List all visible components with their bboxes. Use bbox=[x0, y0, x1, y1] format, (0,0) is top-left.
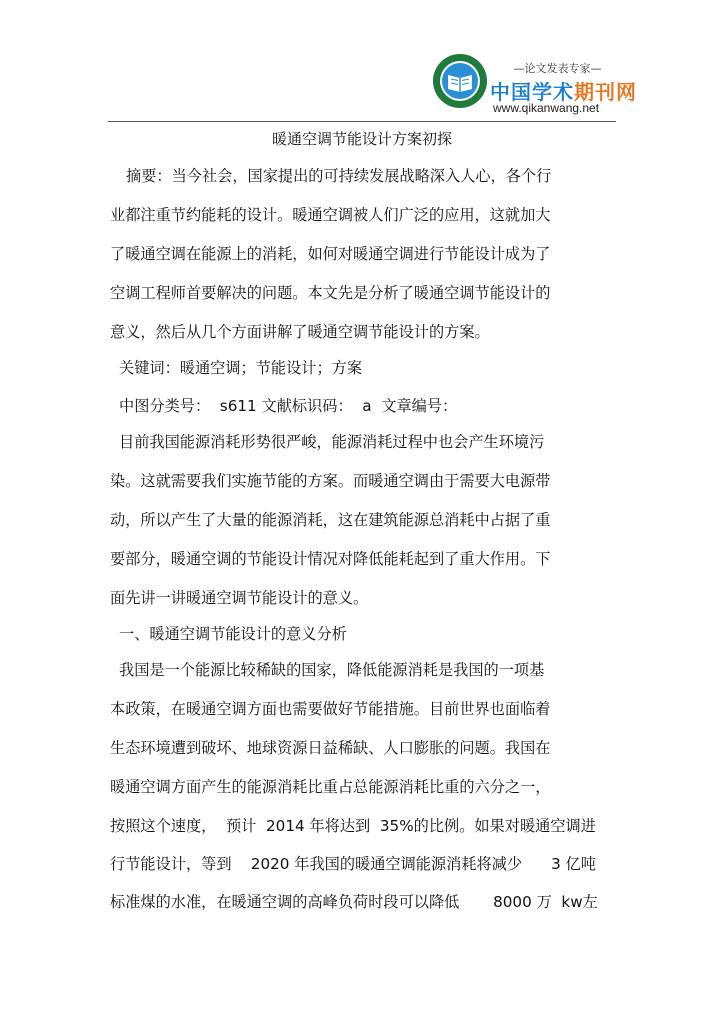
text-line: 业都注重节约能耗的设计。暖通空调被人们广泛的应用，这就加大 bbox=[110, 206, 551, 224]
text-line: 摘要：当今社会，国家提出的可持续发展战略深入人心，各个行 bbox=[126, 167, 552, 185]
logo-tagline: —论文发表专家— bbox=[513, 62, 602, 75]
section-heading: 一、暖通空调节能设计的意义分析 bbox=[119, 625, 347, 643]
journal-logo-badge-icon bbox=[432, 53, 488, 109]
document-title: 暖通空调节能设计方案初探 bbox=[271, 130, 452, 148]
text-line: 意义，然后从几个方面讲解了暖通空调节能设计的方案。 bbox=[110, 323, 490, 341]
logo-url: www.qikanwang.net bbox=[493, 101, 600, 115]
logo-name-part1: 中国学术 bbox=[490, 80, 574, 104]
text-line: 了暖通空调在能源上的消耗，如何对暖通空调进行节能设计成为了 bbox=[110, 245, 551, 263]
text-line: 空调工程师首要解决的问题。本文先是分析了暖通空调节能设计的 bbox=[110, 284, 551, 302]
text-line: 暖通空调方面产生的能源消耗比重占总能源消耗比重的六分之一， bbox=[110, 778, 551, 796]
classification-line: 中图分类号： s611 文献标识码： a 文章编号： bbox=[119, 397, 458, 415]
text-line: 按照这个速度， 预计 2014 年将达到 35%的比例。如果对暖通空调进 bbox=[110, 817, 596, 835]
text-line: 生态环境遭到破坏、地球资源日益稀缺、人口膨胀的问题。我国在 bbox=[110, 739, 551, 757]
header-divider bbox=[108, 121, 616, 122]
text-line: 目前我国能源消耗形势很严峻，能源消耗过程中也会产生环境污 bbox=[119, 433, 545, 451]
text-line: 面先讲一讲暖通空调节能设计的意义。 bbox=[110, 589, 369, 607]
text-line: 本政策，在暖通空调方面也需要做好节能措施。目前世界也面临着 bbox=[110, 700, 551, 718]
text-line: 要部分，暖通空调的节能设计情况对降低能耗起到了重大作用。下 bbox=[110, 550, 551, 568]
text-line: 行节能设计，等到 2020 年我国的暖通空调能源消耗将减少 3 亿吨 bbox=[110, 855, 596, 873]
logo-name-part2: 期刊网 bbox=[574, 80, 637, 104]
text-line: 动，所以产生了大量的能源消耗，这在建筑能源总消耗中占据了重 bbox=[110, 511, 551, 529]
page-header bbox=[0, 0, 724, 122]
keywords-line: 关键词：暖通空调；节能设计；方案 bbox=[119, 359, 362, 377]
text-line: 我国是一个能源比较稀缺的国家，降低能源消耗是我国的一项基 bbox=[119, 661, 545, 679]
text-line: 染。这就需要我们实施节能的方案。而暖通空调由于需要大电源带 bbox=[110, 472, 551, 490]
text-line: 标准煤的水准，在暖通空调的高峰负荷时段可以降低 8000 万 kw左 bbox=[110, 893, 598, 911]
